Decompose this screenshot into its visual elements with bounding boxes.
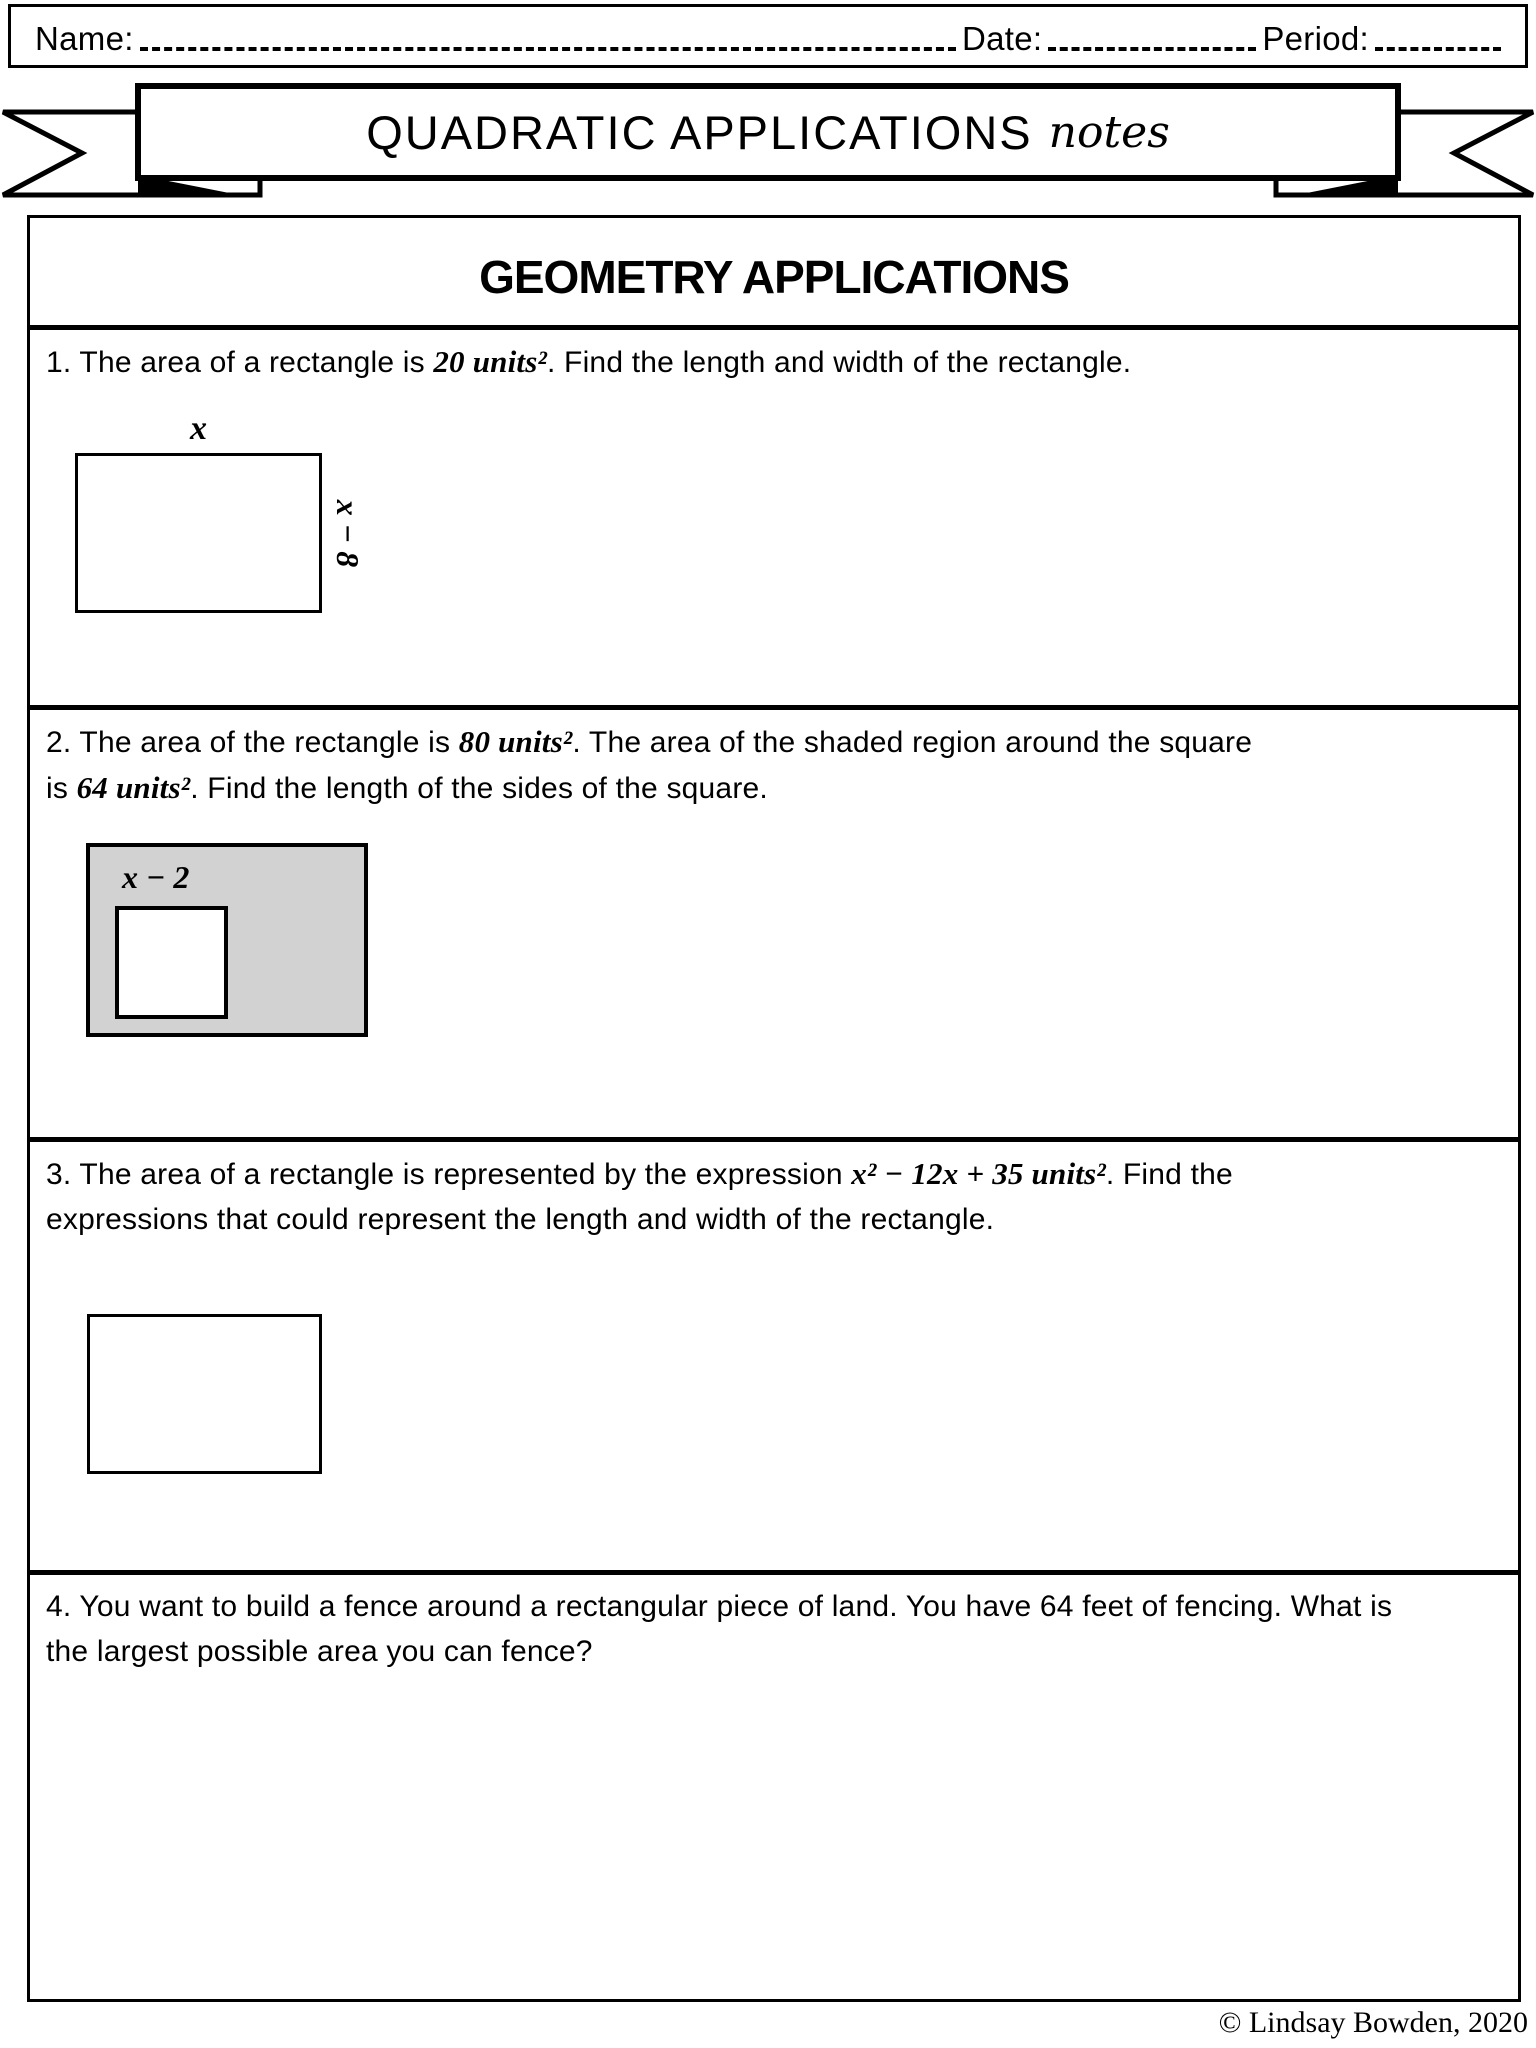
problem-1-width-label: x xyxy=(190,410,207,447)
problem-2-text-line-2: is 64 units². Find the length of the sides of the square. xyxy=(46,770,768,805)
date-blank-line xyxy=(1048,47,1256,51)
date-label: Date: xyxy=(961,20,1043,57)
problem-2-square-side-label: x − 2 xyxy=(122,859,190,895)
period-label: Period: xyxy=(1262,20,1369,57)
problem-1-text-line-1: 1. The area of a rectangle is 20 units². Find the length and width of the rectangle. xyxy=(46,344,1132,379)
problem-2-inner-square xyxy=(115,906,228,1019)
problem-4-text-line-1: 4. You want to build a fence around a rectangular piece of land. You have 64 feet of fencing. What is xyxy=(46,1590,1393,1623)
problem-3-row xyxy=(30,1137,1518,1570)
problem-1-height-label-text: x − 8 xyxy=(330,499,367,567)
problem-1-row xyxy=(30,325,1518,705)
problem-1-rectangle xyxy=(75,453,322,613)
problem-2-shaded-rectangle xyxy=(86,843,368,1037)
section-title: GEOMETRY APPLICATIONS xyxy=(479,250,1069,303)
banner-title: QUADRATIC APPLICATIONS xyxy=(366,105,1033,159)
geometry-applications-box xyxy=(27,215,1521,2002)
problem-4-text-line-2: the largest possible area you can fence? xyxy=(46,1635,593,1668)
period-blank-line xyxy=(1375,47,1501,51)
problem-3-text-line-2: expressions that could represent the length and width of the rectangle. xyxy=(46,1203,995,1236)
problem-3-rectangle xyxy=(87,1314,322,1474)
title-banner xyxy=(0,80,1536,216)
problem-2-row xyxy=(30,705,1518,1137)
problem-4-row xyxy=(30,1570,1518,1999)
name-label: Name: xyxy=(35,20,134,57)
copyright-text: © Lindsay Bowden, 2020 xyxy=(1218,2006,1528,2039)
name-blank-line xyxy=(140,47,956,51)
name-date-period-header xyxy=(8,4,1528,68)
problem-2-text-line-1: 2. The area of the rectangle is 80 units². The area of the shaded region around the square xyxy=(46,724,1253,759)
problem-3-text-line-1: 3. The area of a rectangle is represented by the expression x² − 12x + 35 units². Find the xyxy=(46,1156,1233,1191)
section-title-row xyxy=(30,218,1518,325)
banner-subtitle-notes: notes xyxy=(1048,106,1170,158)
banner-text xyxy=(138,86,1398,178)
problem-1-height-label xyxy=(324,453,372,613)
